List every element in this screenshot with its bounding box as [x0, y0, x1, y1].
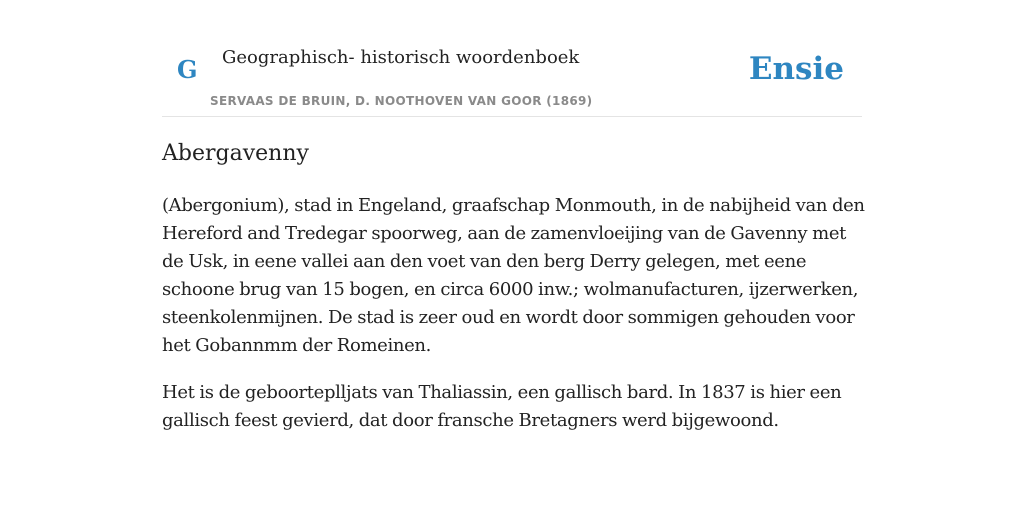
entry-title: Abergavenny [162, 141, 309, 166]
book-title[interactable]: Geographisch- historisch woordenboek [222, 47, 580, 68]
book-author: SERVAAS DE BRUIN, D. NOOTHOVEN VAN GOOR (1869) [210, 94, 593, 108]
book-letter-badge: G [177, 55, 198, 84]
entry-body [162, 192, 866, 454]
entry-paragraph: (Abergonium), stad in Engeland, graafschap Monmouth, in de nabijheid van den Hereford and Tredegar spoorweg, aan de zamenvloeijing van de Gavenny met de Usk, in eene vallei aan den voet van den berg Derry gelegen, met eene schoone brug van 15 bogen, en circa 6000 inw.; wolmanufacturen, ijzerwerken, steenkolenmijnen. De stad is zeer oud en wordt door sommigen gehouden voor het Gobannmm der Romeinen. [162, 195, 865, 356]
entry-paragraph: Het is de geboorteplljats van Thaliassin, een gallisch bard. In 1837 is hier een gallisch feest gevierd, dat door fransche Bretagners werd bijgewoond. [162, 382, 842, 431]
brand-logo-link[interactable]: Ensie [748, 51, 844, 87]
book-header [162, 0, 862, 117]
